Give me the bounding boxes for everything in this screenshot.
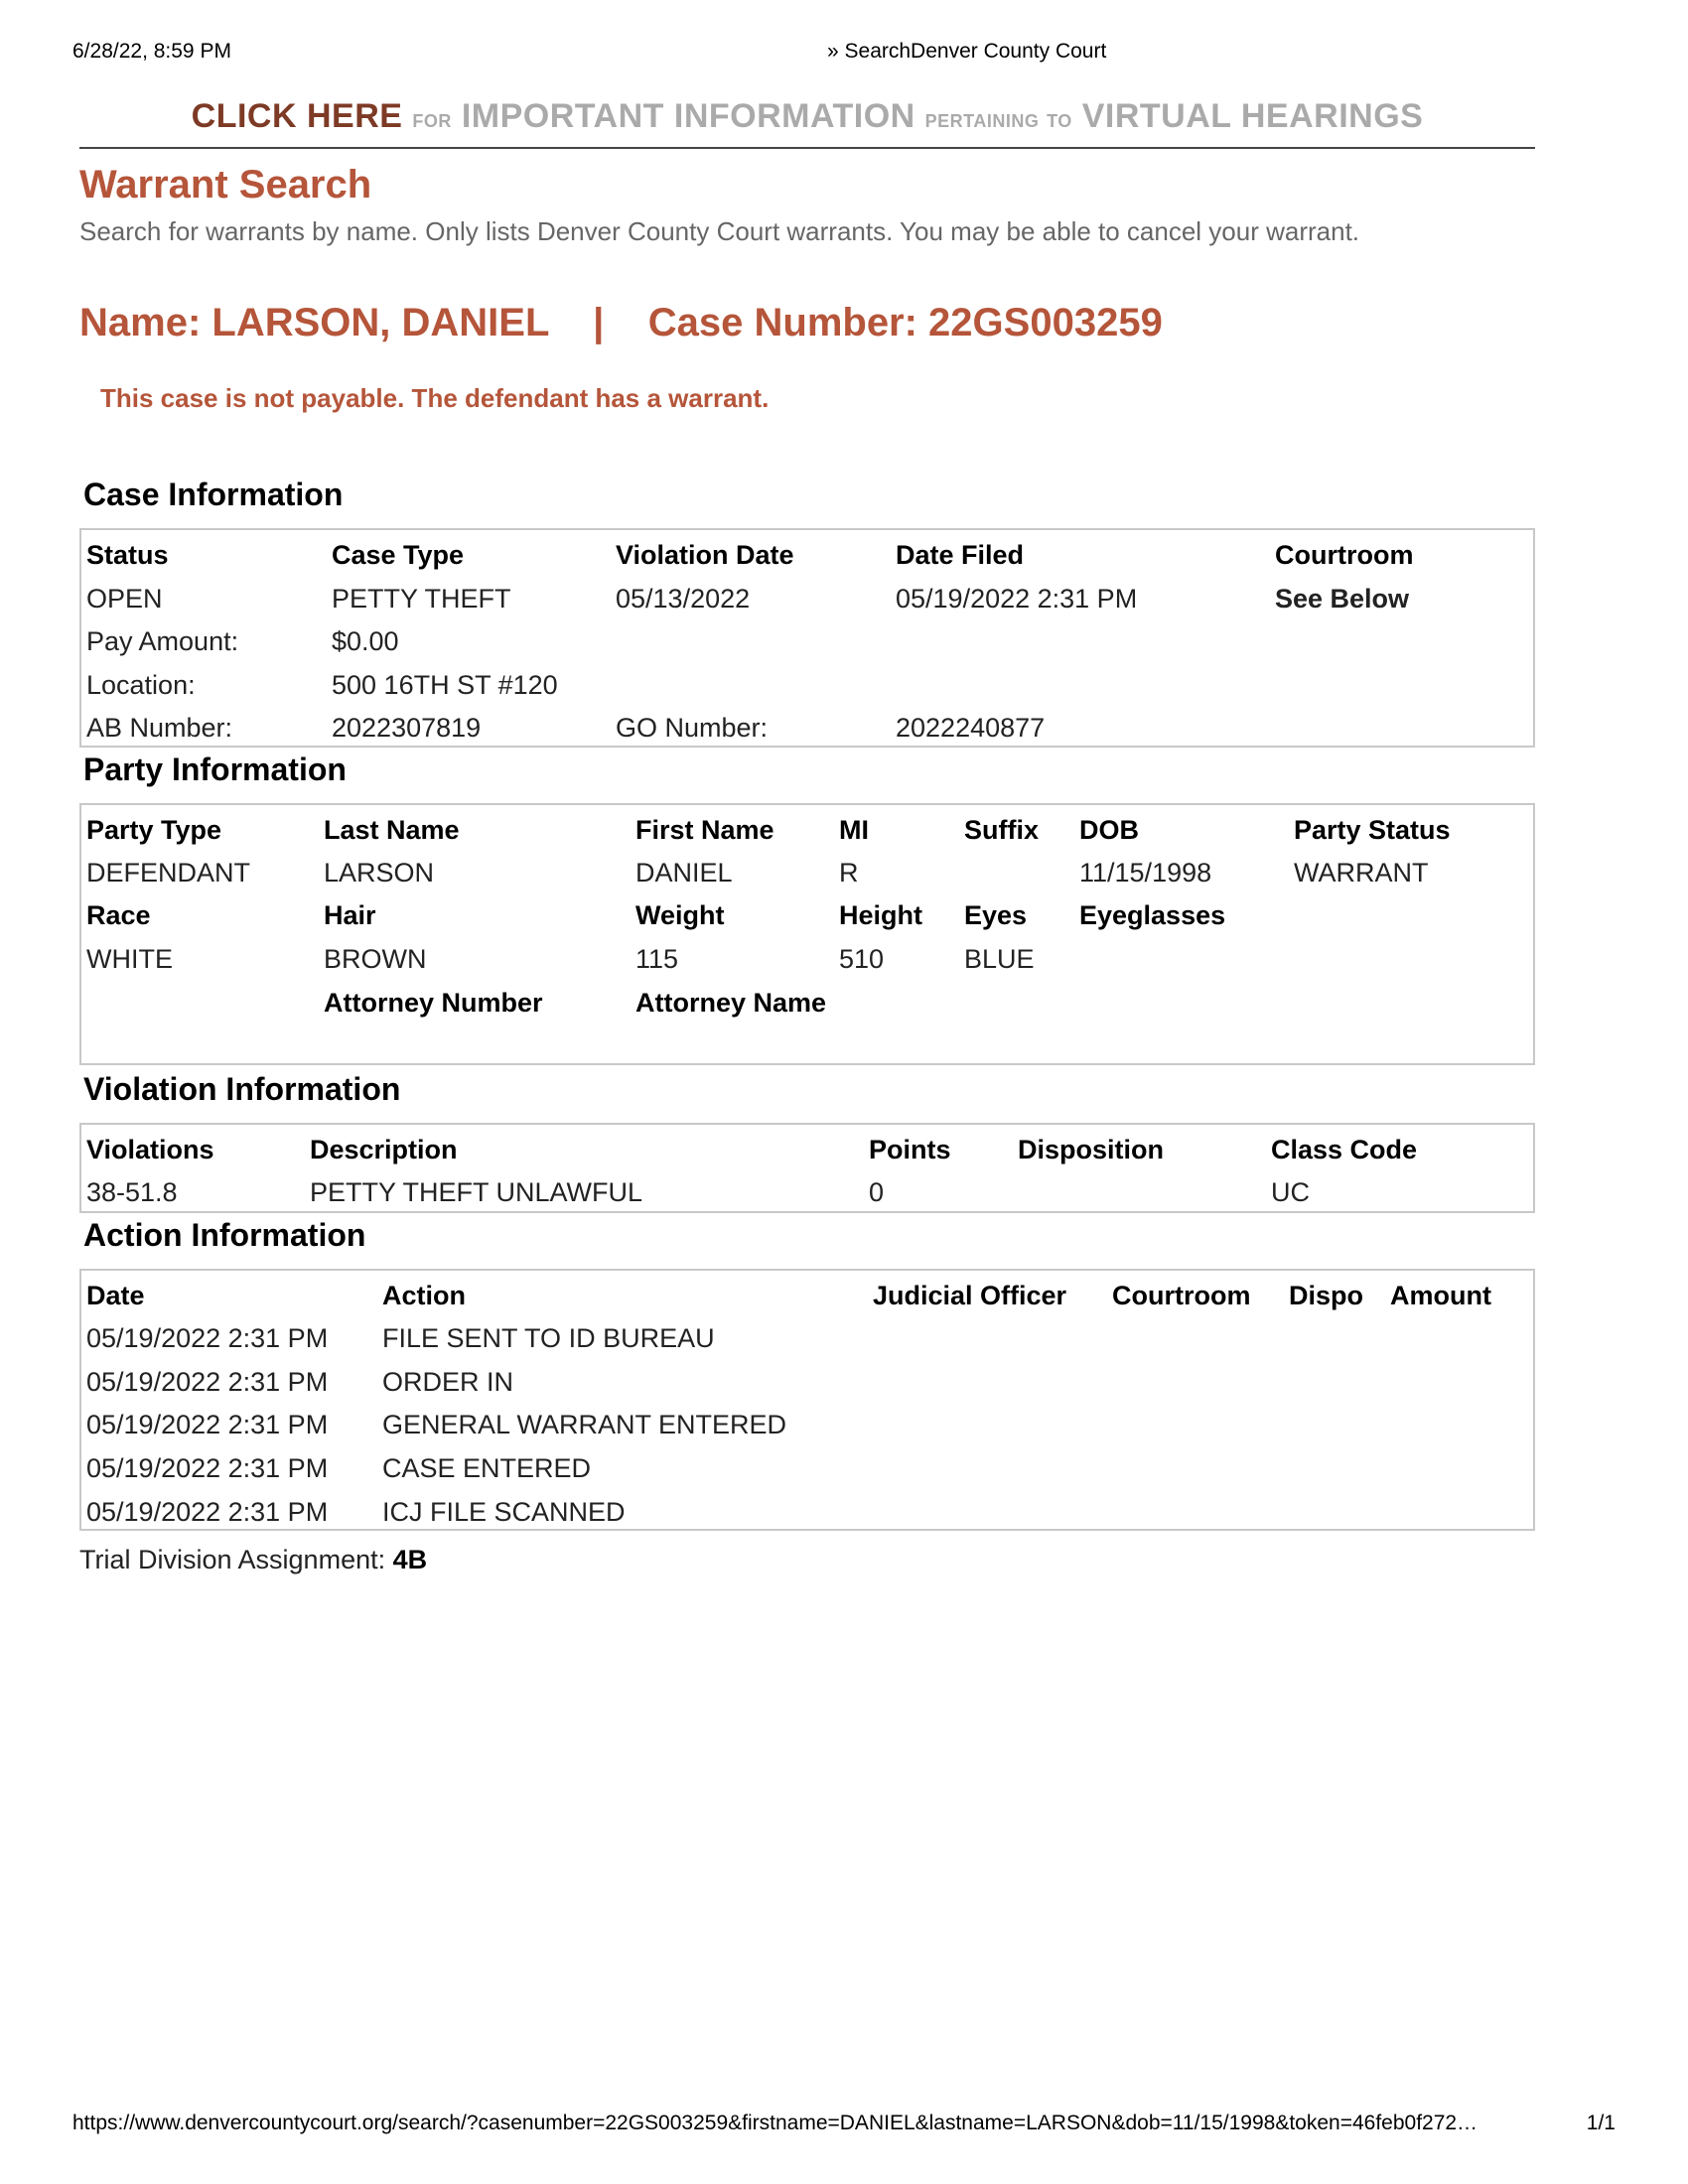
print-datetime: 6/28/22, 8:59 PM: [72, 40, 231, 63]
hair-value: BROWN: [324, 944, 427, 974]
click-here-link[interactable]: CLICK HERE: [191, 97, 403, 135]
print-page-number: 1/1: [1586, 2112, 1616, 2134]
violations-header: Violations: [86, 1135, 214, 1164]
trial-division-assignment: [79, 1545, 427, 1575]
print-url: https://www.denvercountycourt.org/search/?casenumber=22GS003259&firstname=DANIEL&lastname=LARSON&dob=11/15/1998&token=46feb0f272…: [72, 2112, 1478, 2134]
violation-points: 0: [869, 1177, 885, 1207]
print-footer: [72, 2112, 1616, 2141]
violation-header-row: [81, 1135, 1533, 1174]
hair-header: Hair: [324, 900, 376, 930]
ab-number-label: AB Number:: [86, 713, 233, 743]
go-number-value: 2022240877: [896, 713, 1046, 743]
table-row: [81, 1367, 1533, 1407]
action-description: ICJ FILE SCANNED: [382, 1497, 626, 1527]
pay-amount-label: Pay Amount:: [86, 626, 239, 656]
first-name-header: First Name: [635, 815, 774, 845]
action-description: CASE ENTERED: [382, 1453, 592, 1483]
violation-date-value: 05/13/2022: [616, 584, 751, 614]
case-info-table: [79, 528, 1535, 748]
party-status-value: WARRANT: [1294, 858, 1429, 887]
action-date: 05/19/2022 2:31 PM: [86, 1367, 329, 1397]
eyes-value: BLUE: [964, 944, 1035, 974]
height-value: 510: [839, 944, 885, 974]
action-header-row: [81, 1281, 1533, 1320]
table-row: [81, 1410, 1533, 1449]
case-info-value-row: [81, 584, 1533, 623]
banner-virtual: VIRTUAL HEARINGS: [1081, 97, 1424, 135]
trial-division-label: Trial Division Assignment:: [79, 1545, 386, 1574]
violation-class-code: UC: [1271, 1177, 1310, 1207]
suffix-header: Suffix: [964, 815, 1040, 845]
party-value-row-2: [81, 944, 1533, 984]
action-description: GENERAL WARRANT ENTERED: [382, 1410, 787, 1439]
action-description: FILE SENT TO ID BUREAU: [382, 1323, 715, 1353]
violation-code: 38-51.8: [86, 1177, 178, 1207]
courtroom-header: Courtroom: [1275, 540, 1414, 570]
virtual-hearings-banner: [79, 97, 1535, 149]
attorney-header-row: [81, 988, 1533, 1027]
dob-header: DOB: [1079, 815, 1139, 845]
mi-header: MI: [839, 815, 869, 845]
action-courtroom-header: Courtroom: [1112, 1281, 1251, 1310]
case-type-header: Case Type: [332, 540, 465, 570]
disposition-header: Disposition: [1018, 1135, 1164, 1164]
party-type-header: Party Type: [86, 815, 222, 845]
date-filed-header: Date Filed: [896, 540, 1025, 570]
table-row: [81, 1497, 1533, 1537]
violation-info-table: [79, 1123, 1535, 1213]
courtroom-value: See Below: [1275, 584, 1410, 614]
go-number-label: GO Number:: [616, 713, 769, 743]
party-status-header: Party Status: [1294, 815, 1451, 845]
pay-amount-value: $0.00: [332, 626, 399, 656]
party-type-value: DEFENDANT: [86, 858, 251, 887]
action-date: 05/19/2022 2:31 PM: [86, 1323, 329, 1353]
attorney-name-header: Attorney Name: [635, 988, 827, 1018]
last-name-value: LARSON: [324, 858, 435, 887]
page-subtitle: Search for warrants by name. Only lists Denver County Court warrants. You may be able to cancel your warrant.: [79, 216, 1360, 246]
table-row: [81, 1323, 1533, 1363]
eyes-header: Eyes: [964, 900, 1028, 930]
violation-info-title: Violation Information: [83, 1071, 401, 1107]
violation-date-header: Violation Date: [616, 540, 794, 570]
not-payable-notice: This case is not payable. The defendant has a warrant.: [100, 383, 770, 413]
amount-header: Amount: [1390, 1281, 1491, 1310]
ab-number-value: 2022307819: [332, 713, 482, 743]
action-date: 05/19/2022 2:31 PM: [86, 1410, 329, 1439]
case-info-title: Case Information: [83, 477, 344, 512]
pay-amount-row: [81, 626, 1533, 666]
party-value-row-1: [81, 858, 1533, 897]
table-row: [81, 1453, 1533, 1493]
weight-header: Weight: [635, 900, 725, 930]
case-heading: Name: LARSON, DANIEL | Case Number: 22GS003259: [79, 301, 1163, 344]
dispo-header: Dispo: [1289, 1281, 1364, 1310]
party-info-title: Party Information: [83, 751, 347, 787]
party-header-row-1: [81, 815, 1533, 855]
party-header-row-2: [81, 900, 1533, 940]
party-info-table: [79, 803, 1535, 1065]
date-filed-value: 05/19/2022 2:31 PM: [896, 584, 1138, 614]
judicial-officer-header: Judicial Officer: [873, 1281, 1067, 1310]
first-name-value: DANIEL: [635, 858, 733, 887]
case-info-header-row: [81, 540, 1533, 580]
action-date: 05/19/2022 2:31 PM: [86, 1497, 329, 1527]
class-code-header: Class Code: [1271, 1135, 1418, 1164]
height-header: Height: [839, 900, 922, 930]
description-header: Description: [310, 1135, 458, 1164]
race-header: Race: [86, 900, 151, 930]
print-page-title: » SearchDenver County Court: [827, 40, 1107, 63]
eyeglasses-header: Eyeglasses: [1079, 900, 1226, 930]
points-header: Points: [869, 1135, 951, 1164]
case-status-header: Status: [86, 540, 169, 570]
mi-value: R: [839, 858, 859, 887]
banner-pertaining: pertaining to: [924, 103, 1072, 133]
action-date-header: Date: [86, 1281, 145, 1310]
action-header: Action: [382, 1281, 466, 1310]
print-header: [72, 40, 1616, 69]
action-info-title: Action Information: [83, 1217, 366, 1253]
race-value: WHITE: [86, 944, 173, 974]
dob-value: 11/15/1998: [1079, 858, 1212, 887]
ab-go-row: [81, 713, 1533, 752]
last-name-header: Last Name: [324, 815, 460, 845]
violation-description: PETTY THEFT UNLAWFUL: [310, 1177, 643, 1207]
location-value: 500 16TH ST #120: [332, 670, 558, 700]
banner-for: for: [412, 103, 452, 133]
banner-important: IMPORTANT INFORMATION: [461, 97, 915, 135]
page-title: Warrant Search: [79, 163, 372, 206]
violation-row: [81, 1177, 1533, 1217]
action-description: ORDER IN: [382, 1367, 514, 1397]
location-row: [81, 670, 1533, 710]
trial-division-value: 4B: [392, 1545, 428, 1574]
case-type-value: PETTY THEFT: [332, 584, 511, 614]
weight-value: 115: [635, 944, 679, 974]
attorney-number-header: Attorney Number: [324, 988, 543, 1018]
location-label: Location:: [86, 670, 196, 700]
case-status-value: OPEN: [86, 584, 163, 614]
action-info-table: [79, 1269, 1535, 1531]
action-date: 05/19/2022 2:31 PM: [86, 1453, 329, 1483]
